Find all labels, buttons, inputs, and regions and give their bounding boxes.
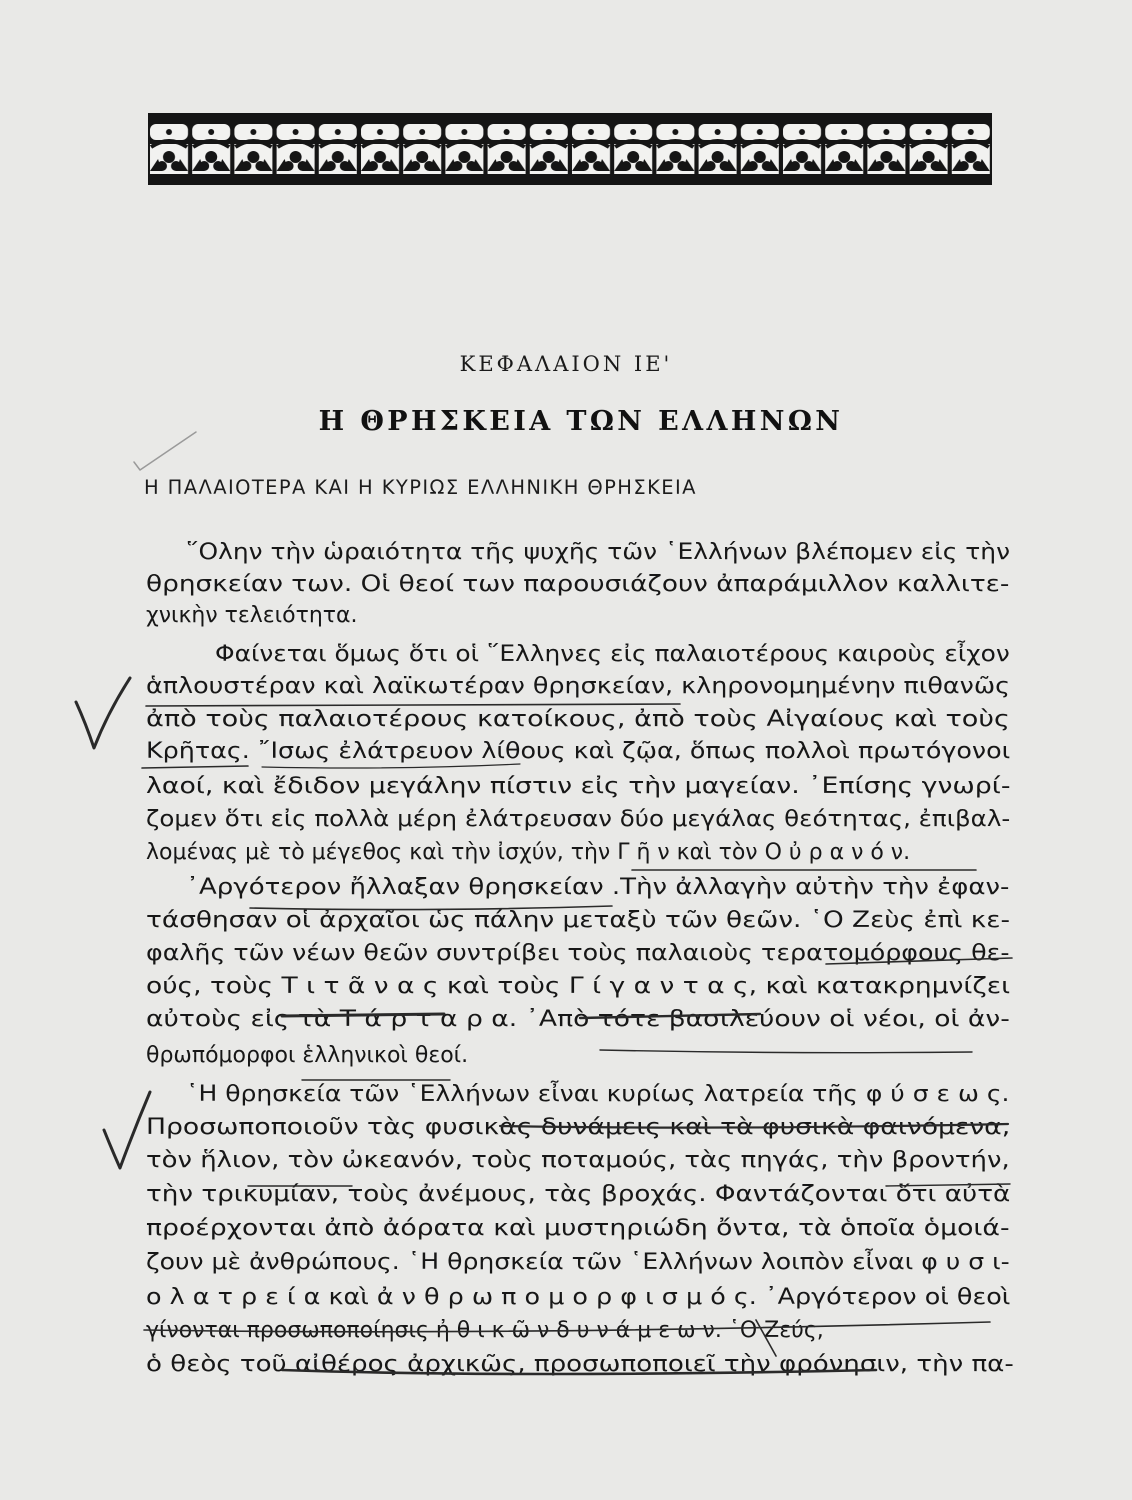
section-heading: Η ΠΑΛΑΙΟΤΕΡΑ ΚΑΙ Η ΚΥΡΙΩΣ ΕΛΛΗΝΙΚΗ ΘΡΗΣΚΕΙΑ [144, 476, 697, 499]
check-mark-2 [104, 1092, 150, 1168]
text-line: τὸν ἥλιον, τὸν ὠκεανόν, τοὺς ποταμούς, τὰς πηγάς, τὴν βροντήν, [146, 1148, 1010, 1173]
text-line: αὐτοὺς εἰς τὰ Τ ά ρ τ α ρ α. ᾿Απὸ τότε βασιλεύουν οἱ νέοι, οἱ ἀν- [146, 1007, 1010, 1032]
text-line: χνικὴν τελειότητα. [146, 603, 358, 628]
text-line: ο λ α τ ρ ε ί α καὶ ἀ ν θ ρ ω π ο μ ο ρ φ ι σ μ ό ς. ᾿Αργότερον οἱ θεοὶ [146, 1285, 1011, 1310]
text-line: ἁπλουστέραν καὶ λαϊκωτέραν θρησκείαν, κληρονομημένην πιθανῶς [146, 674, 1011, 699]
text-line: τὴν τρικυμίαν, τοὺς ἀνέμους, τὰς βροχάς. Φαντάζονται ὅτι αὐτὰ [146, 1182, 1011, 1207]
check-mark-1 [76, 678, 130, 748]
text-line: ούς, τοὺς Τ ι τ ᾶ ν α ς καὶ τοὺς Γ ί γ α ν τ α ς, καὶ κατακρημνίζει [146, 974, 1011, 999]
text-line: φαλῆς τῶν νέων θεῶν συντρίβει τοὺς παλαιοὺς τερατομόρφους θε- [146, 941, 1010, 966]
text-line: ζουν μὲ ἀνθρώπους. ῾Η θρησκεία τῶν ῾Ελλήνων λοιπὸν εἶναι φ υ σ ι- [146, 1250, 1010, 1275]
text-line: γίνονται προσωποποίησις ἠ θ ι κ ῶ ν δ υ ν ά μ ε ω ν. ῾Ο Ζεύς, [146, 1318, 824, 1343]
text-line: ἀπὸ τοὺς παλαιοτέρους κατοίκους, ἀπὸ τοὺς Αἰγαίους καὶ τοὺς [146, 707, 1010, 732]
faint-check-mark [134, 432, 196, 470]
underline [600, 1050, 972, 1053]
text-line: Φαίνεται ὅμως ὅτι οἱ ῞Ελληνες εἰς παλαιοτέρους καιροὺς εἶχον [215, 642, 1010, 667]
text-line: τάσθησαν οἱ ἀρχαῖοι ὡς πάλην μεταξὺ τῶν θεῶν. ῾Ο Ζεὺς ἐπὶ κε- [146, 908, 1010, 933]
text-line: ῞Ολην τὴν ὡραιότητα τῆς ψυχῆς τῶν ῾Ελλήνων βλέπομεν εἰς τὴν [186, 540, 1011, 565]
text-line: προέρχονται ἀπὸ ἀόρατα καὶ μυστηριώδη ὄντα, τὰ ὁποῖα ὁμοιά- [146, 1216, 1010, 1241]
text-line: θρησκείαν των. Οἱ θεοί των παρουσιάζουν ἀπαράμιλλον καλλιτε- [146, 572, 1010, 597]
text-line: Κρῆτας. ῎Ισως ἐλάτρευον λίθους καὶ ζῷα, ὅπως πολλοὶ πρωτόγονοι [146, 739, 1011, 764]
text-line: ῾Η θρησκεία τῶν ῾Ελλήνων εἶναι κυρίως λατρεία τῆς φ ύ σ ε ω ς. [186, 1082, 1010, 1107]
ornament-border [148, 113, 992, 185]
text-line: ᾿Αργότερον ἤλλαξαν θρησκείαν .Τὴν ἀλλαγὴν αὐτὴν τὴν ἐφαν- [186, 875, 1010, 900]
text-line: ὁ θεὸς τοῦ αἰθέρος ἀρχικῶς, προσωποποιεῖ τὴν φρόνησιν, τὴν πα- [146, 1352, 1014, 1377]
text-line: θρωπόμορφοι ἑλληνικοὶ θεοί. [146, 1043, 469, 1068]
text-line: λαοί, καὶ ἔδιδον μεγάλην πίστιν εἰς τὴν μαγείαν. ᾿Επίσης γνωρί- [146, 774, 1011, 799]
chapter-title: Η ΘΡΗΣΚΕΙΑ ΤΩΝ ΕΛΛΗΝΩΝ [318, 406, 844, 437]
text-line: ζομεν ὅτι εἰς πολλὰ μέρη ἐλάτρευσαν δύο μεγάλας θεότητας, ἐπιβαλ- [146, 807, 1011, 832]
text-line: Προσωποποιοῦν τὰς φυσικὰς δυνάμεις καὶ τὰ φυσικὰ φαινόμενα, [146, 1115, 1011, 1140]
text-line: λομένας μὲ τὸ μέγεθος καὶ τὴν ἰσχύν, τὴν Γ ῆ ν καὶ τὸν Ο ὐ ρ α ν ό ν. [146, 840, 911, 865]
chapter-heading: ΚΕΦΑΛΑΙΟΝ ΙΕ' [459, 352, 673, 376]
